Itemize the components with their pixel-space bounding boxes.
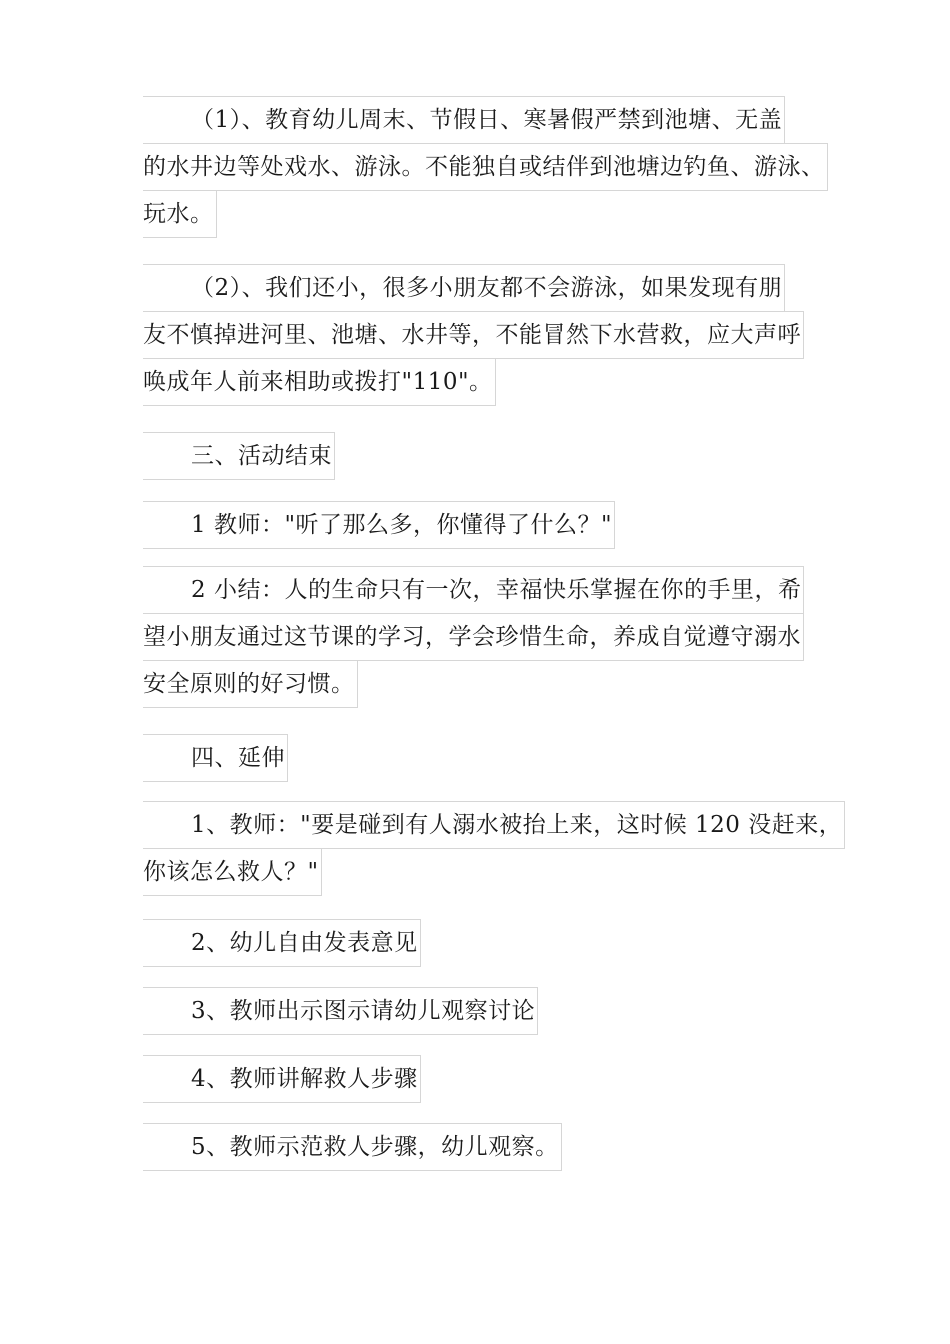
text-line: 望小朋友通过这节课的学习，学会珍惜生命，养成自觉遵守溺水 (143, 613, 804, 661)
paragraph-safety-rule-1 (143, 97, 825, 238)
text-line: （1）、教育幼儿周末、节假日、寒暑假严禁到池塘、无盖 (143, 96, 785, 144)
text-line: 的水井边等处戏水、游泳。不能独自或结伴到池塘边钓鱼、游泳、 (143, 143, 828, 191)
text-line: 2、幼儿自由发表意见 (143, 919, 421, 967)
text-line: 4、教师讲解救人步骤 (143, 1055, 421, 1103)
text-line: 5、教师示范救人步骤，幼儿观察。 (143, 1123, 562, 1171)
section-heading-activity-end (143, 433, 815, 480)
paragraph-safety-rule-2 (143, 265, 815, 406)
paragraph-extension-4 (143, 1056, 815, 1103)
text-line: 1、教师："要是碰到有人溺水被抬上来，这时候 120 没赶来， (143, 801, 845, 849)
paragraph-teacher-question (143, 502, 815, 549)
text-line: （2）、我们还小，很多小朋友都不会游泳，如果发现有朋 (143, 264, 785, 312)
text-line: 3、教师出示图示请幼儿观察讨论 (143, 987, 538, 1035)
text-line: 唤成年人前来相助或拨打"110"。 (143, 358, 496, 406)
text-line: 你该怎么救人？" (143, 848, 322, 896)
paragraph-extension-5 (143, 1124, 815, 1171)
text-line: 玩水。 (143, 190, 217, 238)
heading-text: 三、活动结束 (143, 432, 335, 480)
paragraph-summary (143, 567, 815, 708)
text-line: 2 小结：人的生命只有一次，幸福快乐掌握在你的手里，希 (143, 566, 804, 614)
paragraph-extension-3 (143, 988, 815, 1035)
paragraph-extension-2 (143, 920, 815, 967)
section-heading-extension (143, 735, 815, 782)
heading-text: 四、延伸 (143, 734, 288, 782)
paragraph-extension-1 (143, 802, 843, 896)
text-line: 安全原则的好习惯。 (143, 660, 358, 708)
text-line: 1 教师："听了那么多，你懂得了什么？" (143, 501, 615, 549)
text-line: 友不慎掉进河里、池塘、水井等，不能冒然下水营救，应大声呼 (143, 311, 804, 359)
